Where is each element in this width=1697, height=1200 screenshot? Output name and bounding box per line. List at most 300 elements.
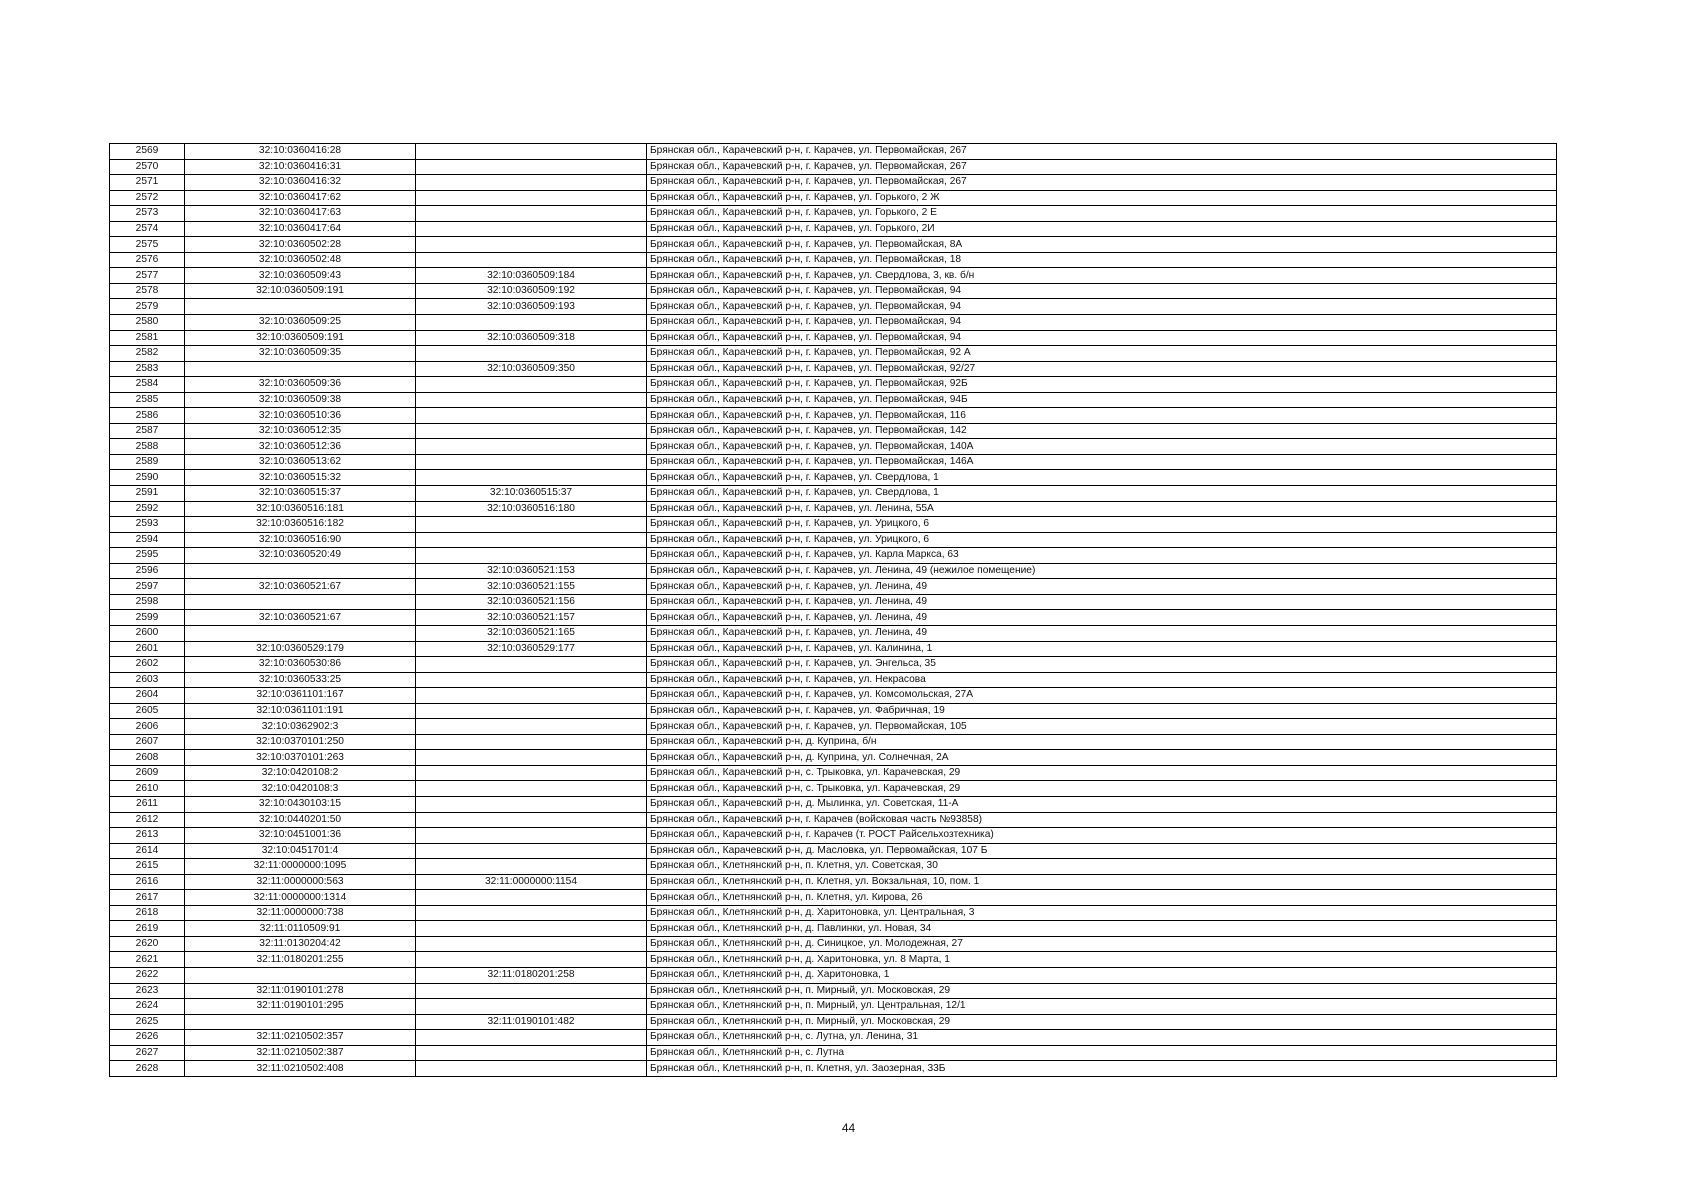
table-row [110,983,1557,999]
address-cell: Брянская обл., Клетнянский р-н, п. Клетня, ул. Кирова, 26 [647,890,1557,906]
address-cell: Брянская обл., Карачевский р-н, г. Карачев, ул. Энгельса, 35 [647,657,1557,673]
row-number-cell: 2623 [110,983,185,999]
table-row [110,548,1557,564]
related-cadastral-number-cell: 32:11:0000000:1154 [416,874,647,890]
related-cadastral-number-cell [416,1061,647,1077]
cadastral-number-cell: 32:10:0360417:63 [185,206,416,222]
row-number-cell: 2581 [110,330,185,346]
table-row [110,610,1557,626]
cadastral-number-cell: 32:11:0000000:563 [185,874,416,890]
table-row [110,812,1557,828]
table-row [110,190,1557,206]
address-cell: Брянская обл., Карачевский р-н, г. Карачев, ул. Горького, 2 Ж [647,190,1557,206]
row-number-cell: 2595 [110,548,185,564]
address-cell: Брянская обл., Клетнянский р-н, п. Клетня, ул. Советская, 30 [647,859,1557,875]
related-cadastral-number-cell [416,936,647,952]
cadastral-number-cell: 32:10:0360502:48 [185,252,416,268]
row-number-cell: 2624 [110,999,185,1015]
related-cadastral-number-cell: 32:10:0360521:157 [416,610,647,626]
row-number-cell: 2615 [110,859,185,875]
related-cadastral-number-cell [416,952,647,968]
row-number-cell: 2574 [110,221,185,237]
table-row [110,859,1557,875]
address-cell: Брянская обл., Карачевский р-н, г. Карачев, ул. Ленина, 49 [647,610,1557,626]
cadastral-number-cell: 32:11:0180201:255 [185,952,416,968]
cadastral-number-cell: 32:10:0360509:191 [185,283,416,299]
address-cell: Брянская обл., Карачевский р-н, г. Карачев, ул. Первомайская, 92Б [647,377,1557,393]
table-row [110,237,1557,253]
cadastral-number-cell: 32:10:0360416:31 [185,159,416,175]
related-cadastral-number-cell [416,206,647,222]
table-row [110,641,1557,657]
table-row [110,532,1557,548]
table-row [110,423,1557,439]
row-number-cell: 2593 [110,517,185,533]
cadastral-number-cell: 32:11:0110509:91 [185,921,416,937]
cadastral-number-cell: 32:10:0370101:250 [185,734,416,750]
cadastral-number-cell: 32:10:0360516:90 [185,532,416,548]
cadastral-number-cell [185,1014,416,1030]
cadastral-number-cell: 32:10:0360521:67 [185,579,416,595]
cadastral-number-cell: 32:10:0420108:3 [185,781,416,797]
row-number-cell: 2603 [110,672,185,688]
address-cell: Брянская обл., Карачевский р-н, г. Карачев, ул. Первомайская, 8А [647,237,1557,253]
address-cell: Брянская обл., Карачевский р-н, г. Карачев, ул. Урицкого, 6 [647,517,1557,533]
row-number-cell: 2575 [110,237,185,253]
related-cadastral-number-cell: 32:10:0360516:180 [416,501,647,517]
table-row [110,688,1557,704]
address-cell: Брянская обл., Карачевский р-н, г. Карачев, ул. Первомайская, 267 [647,175,1557,191]
related-cadastral-number-cell [416,252,647,268]
cadastral-number-cell: 32:10:0360512:35 [185,423,416,439]
table-row [110,625,1557,641]
address-cell: Брянская обл., Клетнянский р-н, д. Харитоновка, ул. Центральная, 3 [647,905,1557,921]
address-cell: Брянская обл., Карачевский р-н, г. Карачев (т. РОСТ Райсельхозтехника) [647,828,1557,844]
address-cell: Брянская обл., Карачевский р-н, г. Карачев, ул. Первомайская, 94 [647,299,1557,315]
related-cadastral-number-cell [416,750,647,766]
cadastral-number-cell [185,967,416,983]
address-cell: Брянская обл., Карачевский р-н, с. Трыковка, ул. Карачевская, 29 [647,765,1557,781]
cadastral-number-cell: 32:10:0360513:62 [185,454,416,470]
address-cell: Брянская обл., Карачевский р-н, д. Мылинка, ул. Советская, 11-А [647,796,1557,812]
cadastral-number-cell: 32:10:0360417:62 [185,190,416,206]
address-cell: Брянская обл., Карачевский р-н, г. Карачев, ул. Первомайская, 92 А [647,346,1557,362]
table-row [110,283,1557,299]
cadastral-number-cell [185,361,416,377]
table-row [110,517,1557,533]
cadastral-number-cell: 32:10:0370101:263 [185,750,416,766]
address-cell: Брянская обл., Карачевский р-н, г. Карачев, ул. Урицкого, 6 [647,532,1557,548]
table-row [110,890,1557,906]
table-row [110,921,1557,937]
table-row [110,361,1557,377]
row-number-cell: 2627 [110,1045,185,1061]
related-cadastral-number-cell: 32:10:0360529:177 [416,641,647,657]
cadastral-number-cell: 32:11:0000000:738 [185,905,416,921]
related-cadastral-number-cell [416,703,647,719]
related-cadastral-number-cell [416,548,647,564]
related-cadastral-number-cell [416,1045,647,1061]
address-cell: Брянская обл., Клетнянский р-н, п. Клетня, ул. Вокзальная, 10, пом. 1 [647,874,1557,890]
row-number-cell: 2608 [110,750,185,766]
cadastral-number-cell: 32:10:0420108:2 [185,765,416,781]
table-row [110,315,1557,331]
address-cell: Брянская обл., Клетнянский р-н, п. Мирный, ул. Московская, 29 [647,1014,1557,1030]
row-number-cell: 2582 [110,346,185,362]
address-cell: Брянская обл., Карачевский р-н, г. Карачев, ул. Свердлова, 1 [647,470,1557,486]
row-number-cell: 2604 [110,688,185,704]
table-row [110,206,1557,222]
row-number-cell: 2571 [110,175,185,191]
row-number-cell: 2625 [110,1014,185,1030]
table-row [110,144,1557,160]
related-cadastral-number-cell [416,657,647,673]
cadastral-number-cell [185,563,416,579]
address-cell: Брянская обл., Карачевский р-н, г. Карачев, ул. Первомайская, 116 [647,408,1557,424]
table-row [110,1014,1557,1030]
table-row [110,268,1557,284]
cadastral-number-cell: 32:10:0361101:167 [185,688,416,704]
address-cell: Брянская обл., Клетнянский р-н, д. Харитоновка, ул. 8 Марта, 1 [647,952,1557,968]
table-row [110,299,1557,315]
related-cadastral-number-cell [416,532,647,548]
row-number-cell: 2612 [110,812,185,828]
related-cadastral-number-cell [416,765,647,781]
row-number-cell: 2602 [110,657,185,673]
cadastral-number-cell: 32:10:0360509:25 [185,315,416,331]
row-number-cell: 2583 [110,361,185,377]
cadastral-number-cell: 32:10:0451001:36 [185,828,416,844]
cadastral-number-cell: 32:11:0210502:357 [185,1030,416,1046]
table-row [110,594,1557,610]
related-cadastral-number-cell: 32:10:0360515:37 [416,486,647,502]
row-number-cell: 2584 [110,377,185,393]
cadastral-number-cell: 32:10:0360509:191 [185,330,416,346]
row-number-cell: 2576 [110,252,185,268]
address-cell: Брянская обл., Карачевский р-н, г. Карачев, ул. Первомайская, 105 [647,719,1557,735]
cadastral-number-cell: 32:11:0210502:408 [185,1061,416,1077]
cadastral-number-cell: 32:10:0360533:25 [185,672,416,688]
address-cell: Брянская обл., Клетнянский р-н, д. Павлинки, ул. Новая, 34 [647,921,1557,937]
address-cell: Брянская обл., Карачевский р-н, г. Карачев, ул. Фабричная, 19 [647,703,1557,719]
table-row [110,765,1557,781]
table-row [110,672,1557,688]
related-cadastral-number-cell [416,890,647,906]
cadastral-number-cell: 32:10:0451701:4 [185,843,416,859]
cadastral-number-cell: 32:11:0190101:278 [185,983,416,999]
table-row [110,905,1557,921]
related-cadastral-number-cell: 32:10:0360509:350 [416,361,647,377]
address-cell: Брянская обл., Карачевский р-н, с. Трыковка, ул. Карачевская, 29 [647,781,1557,797]
table-row [110,377,1557,393]
cadastral-number-cell: 32:10:0360509:35 [185,346,416,362]
table-row [110,252,1557,268]
address-cell: Брянская обл., Клетнянский р-н, д. Харитоновка, 1 [647,967,1557,983]
address-cell: Брянская обл., Карачевский р-н, г. Карачев, ул. Первомайская, 18 [647,252,1557,268]
address-cell: Брянская обл., Карачевский р-н, д. Куприна, б/н [647,734,1557,750]
related-cadastral-number-cell [416,921,647,937]
address-cell: Брянская обл., Карачевский р-н, г. Карачев, ул. Комсомольская, 27А [647,688,1557,704]
table-row [110,579,1557,595]
address-cell: Брянская обл., Карачевский р-н, г. Карачев, ул. Первомайская, 140А [647,439,1557,455]
table-row [110,1045,1557,1061]
row-number-cell: 2572 [110,190,185,206]
address-cell: Брянская обл., Карачевский р-н, г. Карачев, ул. Первомайская, 146А [647,454,1557,470]
row-number-cell: 2577 [110,268,185,284]
cadastral-number-cell: 32:10:0360417:64 [185,221,416,237]
cadastral-number-cell: 32:10:0361101:191 [185,703,416,719]
related-cadastral-number-cell [416,828,647,844]
related-cadastral-number-cell [416,734,647,750]
table-row [110,1061,1557,1077]
table-row [110,967,1557,983]
cadastral-number-cell: 32:11:0210502:387 [185,1045,416,1061]
address-cell: Брянская обл., Клетнянский р-н, п. Клетня, ул. Заозерная, 33Б [647,1061,1557,1077]
table-row [110,1030,1557,1046]
table-row [110,175,1557,191]
related-cadastral-number-cell [416,392,647,408]
related-cadastral-number-cell [416,983,647,999]
row-number-cell: 2618 [110,905,185,921]
page-number: 44 [841,1121,856,1135]
related-cadastral-number-cell: 32:10:0360509:184 [416,268,647,284]
cadastral-number-cell: 32:10:0360416:32 [185,175,416,191]
row-number-cell: 2621 [110,952,185,968]
cadastral-number-cell [185,594,416,610]
cadastral-number-cell: 32:10:0360530:86 [185,657,416,673]
table-row [110,159,1557,175]
address-cell: Брянская обл., Карачевский р-н, д. Куприна, ул. Солнечная, 2А [647,750,1557,766]
related-cadastral-number-cell [416,796,647,812]
row-number-cell: 2609 [110,765,185,781]
cadastral-number-cell: 32:10:0360520:49 [185,548,416,564]
related-cadastral-number-cell: 32:10:0360521:153 [416,563,647,579]
related-cadastral-number-cell [416,423,647,439]
related-cadastral-number-cell: 32:10:0360521:155 [416,579,647,595]
related-cadastral-number-cell [416,159,647,175]
cadastral-number-cell: 32:10:0362902:3 [185,719,416,735]
related-cadastral-number-cell [416,905,647,921]
row-number-cell: 2616 [110,874,185,890]
address-cell: Брянская обл., Карачевский р-н, г. Карачев, ул. Первомайская, 94 [647,315,1557,331]
row-number-cell: 2586 [110,408,185,424]
cadastral-number-cell: 32:11:0190101:295 [185,999,416,1015]
row-number-cell: 2605 [110,703,185,719]
row-number-cell: 2619 [110,921,185,937]
address-cell: Брянская обл., Клетнянский р-н, п. Мирный, ул. Московская, 29 [647,983,1557,999]
row-number-cell: 2617 [110,890,185,906]
related-cadastral-number-cell [416,859,647,875]
related-cadastral-number-cell [416,812,647,828]
row-number-cell: 2578 [110,283,185,299]
table-row [110,828,1557,844]
row-number-cell: 2599 [110,610,185,626]
row-number-cell: 2579 [110,299,185,315]
cadastral-number-cell: 32:10:0360515:37 [185,486,416,502]
row-number-cell: 2600 [110,625,185,641]
property-registry-table [109,143,1557,1077]
row-number-cell: 2590 [110,470,185,486]
related-cadastral-number-cell [416,237,647,253]
table-row [110,486,1557,502]
cadastral-number-cell: 32:11:0000000:1095 [185,859,416,875]
address-cell: Брянская обл., Клетнянский р-н, с. Лутна [647,1045,1557,1061]
row-number-cell: 2594 [110,532,185,548]
address-cell: Брянская обл., Карачевский р-н, г. Карачев, ул. Свердлова, 3, кв. б/н [647,268,1557,284]
related-cadastral-number-cell [416,221,647,237]
cadastral-number-cell: 32:10:0360510:36 [185,408,416,424]
row-number-cell: 2614 [110,843,185,859]
row-number-cell: 2597 [110,579,185,595]
address-cell: Брянская обл., Карачевский р-н, г. Карачев, ул. Ленина, 55А [647,501,1557,517]
address-cell: Брянская обл., Карачевский р-н, г. Карачев (войсковая часть №93858) [647,812,1557,828]
address-cell: Брянская обл., Карачевский р-н, г. Карачев, ул. Первомайская, 142 [647,423,1557,439]
address-cell: Брянская обл., Карачевский р-н, г. Карачев, ул. Первомайская, 94Б [647,392,1557,408]
row-number-cell: 2580 [110,315,185,331]
address-cell: Брянская обл., Карачевский р-н, г. Карачев, ул. Калинина, 1 [647,641,1557,657]
row-number-cell: 2610 [110,781,185,797]
table-row [110,843,1557,859]
row-number-cell: 2611 [110,796,185,812]
row-number-cell: 2570 [110,159,185,175]
related-cadastral-number-cell [416,517,647,533]
address-cell: Брянская обл., Карачевский р-н, г. Карачев, ул. Первомайская, 94 [647,330,1557,346]
address-cell: Брянская обл., Карачевский р-н, г. Карачев, ул. Некрасова [647,672,1557,688]
cadastral-number-cell: 32:10:0360509:43 [185,268,416,284]
table-row [110,563,1557,579]
table-row [110,408,1557,424]
cadastral-number-cell: 32:10:0430103:15 [185,796,416,812]
cadastral-number-cell: 32:10:0360516:182 [185,517,416,533]
related-cadastral-number-cell [416,688,647,704]
table-row [110,439,1557,455]
address-cell: Брянская обл., Карачевский р-н, г. Карачев, ул. Горького, 2 Е [647,206,1557,222]
cadastral-number-cell: 32:10:0360502:28 [185,237,416,253]
cadastral-number-cell: 32:10:0360529:179 [185,641,416,657]
related-cadastral-number-cell [416,454,647,470]
table-row [110,796,1557,812]
related-cadastral-number-cell [416,470,647,486]
related-cadastral-number-cell: 32:10:0360509:318 [416,330,647,346]
cadastral-number-cell: 32:10:0360416:28 [185,144,416,160]
related-cadastral-number-cell: 32:10:0360509:192 [416,283,647,299]
cadastral-number-cell: 32:11:0000000:1314 [185,890,416,906]
table-row [110,750,1557,766]
related-cadastral-number-cell [416,190,647,206]
cadastral-number-cell: 32:10:0440201:50 [185,812,416,828]
related-cadastral-number-cell: 32:10:0360521:165 [416,625,647,641]
table-body [110,144,1557,1077]
table-row [110,501,1557,517]
row-number-cell: 2596 [110,563,185,579]
table-row [110,221,1557,237]
table-row [110,346,1557,362]
row-number-cell: 2569 [110,144,185,160]
row-number-cell: 2592 [110,501,185,517]
table-row [110,874,1557,890]
cadastral-number-cell [185,299,416,315]
row-number-cell: 2587 [110,423,185,439]
table-row [110,734,1557,750]
cadastral-number-cell: 32:11:0130204:42 [185,936,416,952]
address-cell: Брянская обл., Клетнянский р-н, д. Синицкое, ул. Молодежная, 27 [647,936,1557,952]
row-number-cell: 2598 [110,594,185,610]
address-cell: Брянская обл., Карачевский р-н, г. Карачев, ул. Карла Маркса, 63 [647,548,1557,564]
row-number-cell: 2613 [110,828,185,844]
cadastral-number-cell: 32:10:0360515:32 [185,470,416,486]
address-cell: Брянская обл., Карачевский р-н, г. Карачев, ул. Первомайская, 267 [647,144,1557,160]
related-cadastral-number-cell [416,843,647,859]
related-cadastral-number-cell [416,439,647,455]
table-row [110,470,1557,486]
cadastral-number-cell: 32:10:0360521:67 [185,610,416,626]
table-row [110,936,1557,952]
address-cell: Брянская обл., Карачевский р-н, г. Карачев, ул. Ленина, 49 [647,579,1557,595]
related-cadastral-number-cell: 32:10:0360521:156 [416,594,647,610]
row-number-cell: 2626 [110,1030,185,1046]
cadastral-number-cell: 32:10:0360516:181 [185,501,416,517]
related-cadastral-number-cell [416,719,647,735]
table-row [110,781,1557,797]
related-cadastral-number-cell: 32:11:0180201:258 [416,967,647,983]
row-number-cell: 2622 [110,967,185,983]
related-cadastral-number-cell [416,315,647,331]
table-row [110,392,1557,408]
address-cell: Брянская обл., Карачевский р-н, г. Карачев, ул. Горького, 2И [647,221,1557,237]
related-cadastral-number-cell [416,144,647,160]
address-cell: Брянская обл., Карачевский р-н, д. Масловка, ул. Первомайская, 107 Б [647,843,1557,859]
row-number-cell: 2606 [110,719,185,735]
related-cadastral-number-cell [416,408,647,424]
related-cadastral-number-cell [416,672,647,688]
address-cell: Брянская обл., Клетнянский р-н, п. Мирный, ул. Центральная, 12/1 [647,999,1557,1015]
address-cell: Брянская обл., Карачевский р-н, г. Карачев, ул. Ленина, 49 [647,594,1557,610]
address-cell: Брянская обл., Карачевский р-н, г. Карачев, ул. Свердлова, 1 [647,486,1557,502]
table-row [110,703,1557,719]
row-number-cell: 2588 [110,439,185,455]
table-row [110,999,1557,1015]
related-cadastral-number-cell [416,1030,647,1046]
address-cell: Брянская обл., Карачевский р-н, г. Карачев, ул. Первомайская, 94 [647,283,1557,299]
address-cell: Брянская обл., Карачевский р-н, г. Карачев, ул. Ленина, 49 [647,625,1557,641]
row-number-cell: 2628 [110,1061,185,1077]
address-cell: Брянская обл., Карачевский р-н, г. Карачев, ул. Первомайская, 92/27 [647,361,1557,377]
related-cadastral-number-cell [416,999,647,1015]
row-number-cell: 2591 [110,486,185,502]
related-cadastral-number-cell: 32:10:0360509:193 [416,299,647,315]
row-number-cell: 2585 [110,392,185,408]
related-cadastral-number-cell [416,175,647,191]
table-row [110,454,1557,470]
cadastral-number-cell: 32:10:0360509:36 [185,377,416,393]
row-number-cell: 2573 [110,206,185,222]
table-row [110,330,1557,346]
cadastral-number-cell: 32:10:0360512:36 [185,439,416,455]
cadastral-number-cell [185,625,416,641]
row-number-cell: 2620 [110,936,185,952]
table-row [110,952,1557,968]
row-number-cell: 2607 [110,734,185,750]
row-number-cell: 2589 [110,454,185,470]
address-cell: Брянская обл., Клетнянский р-н, с. Лутна, ул. Ленина, 31 [647,1030,1557,1046]
address-cell: Брянская обл., Карачевский р-н, г. Карачев, ул. Первомайская, 267 [647,159,1557,175]
address-cell: Брянская обл., Карачевский р-н, г. Карачев, ул. Ленина, 49 (нежилое помещение) [647,563,1557,579]
related-cadastral-number-cell [416,377,647,393]
related-cadastral-number-cell [416,781,647,797]
related-cadastral-number-cell: 32:11:0190101:482 [416,1014,647,1030]
related-cadastral-number-cell [416,346,647,362]
table-row [110,719,1557,735]
